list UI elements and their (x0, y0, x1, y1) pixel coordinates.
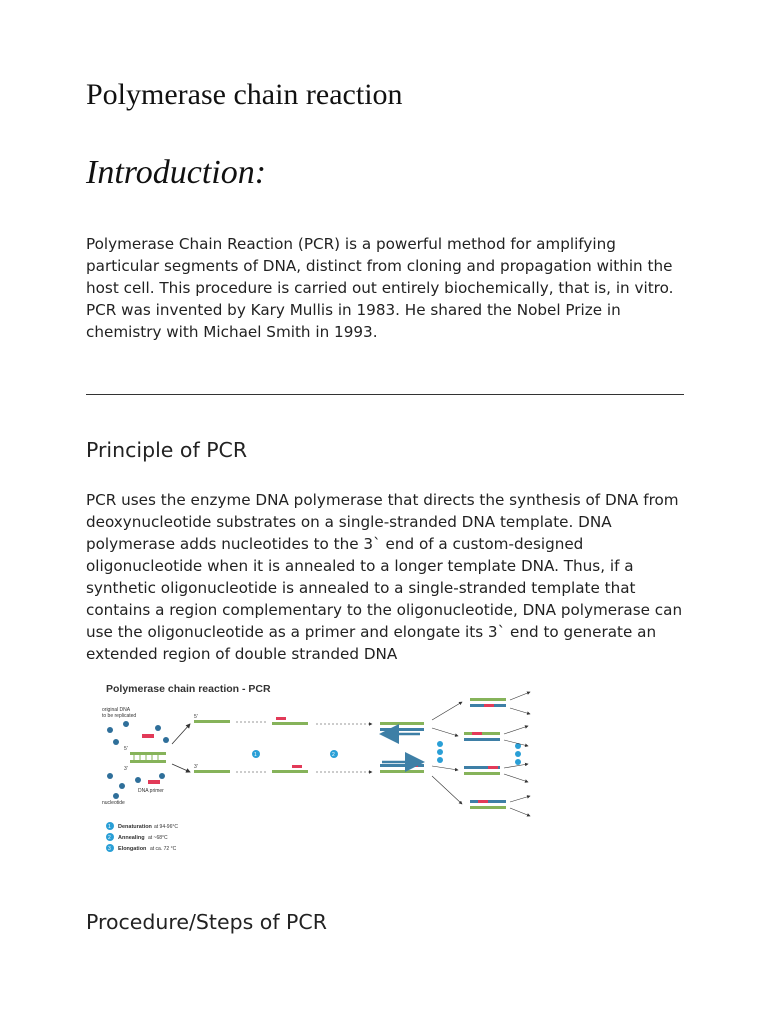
svg-text:1: 1 (254, 752, 257, 758)
svg-text:at ~68°C: at ~68°C (148, 835, 168, 841)
procedure-heading: Procedure/Steps of PCR (86, 910, 327, 934)
label-nucleotide: nucleotide (102, 800, 125, 806)
svg-text:2: 2 (332, 752, 335, 758)
svg-text:Elongation: Elongation (118, 846, 147, 852)
principle-heading: Principle of PCR (86, 438, 248, 462)
original-dsdna (124, 746, 166, 772)
svg-text:3: 3 (108, 846, 111, 852)
page-title: Polymerase chain reaction (86, 78, 403, 111)
cycle-markers (437, 741, 521, 765)
label-dna-primer: DNA primer (138, 788, 164, 794)
svg-text:5': 5' (194, 714, 198, 720)
dna-primer-pieces (142, 734, 160, 784)
label-original-dna: original DNA (102, 707, 131, 713)
label-to-be-replicated: to be replicated (102, 713, 137, 719)
intro-paragraph: Polymerase Chain Reaction (PCR) is a powerful method for amplifying particular segments of DNA, distinct from cloning and propagation within the host cell. This procedure is carried out entirely biochemically, that is, in vitro. PCR was invented by Kary Mullis in 1983. He shared the Nobel Prize in chemistry with Michael Smith in 1993. (86, 235, 674, 341)
diagram-title: Polymerase chain reaction - PCR (106, 683, 271, 695)
svg-text:at ca. 72 °C: at ca. 72 °C (150, 846, 177, 852)
elongated-strands (380, 722, 424, 773)
svg-text:3': 3' (124, 766, 128, 772)
svg-text:Denaturation: Denaturation (118, 824, 152, 830)
denatured-strands (194, 714, 230, 773)
intro-heading: Introduction: (86, 154, 267, 191)
svg-text:5': 5' (124, 746, 128, 752)
section-divider (86, 394, 684, 395)
principle-paragraph: PCR uses the enzyme DNA polymerase that directs the synthesis of DNA from deoxynucleotide substrates on a single-stranded DNA template. DNA polymerase adds nucleotides to the 3` end of a custom-designed oligonucleotide when it is annealed to a longer template DNA. Thus, if a synthetic oligonucleotide is annealed to a single-stranded template that contains a region complementary to the oligonucleotide, DNA polymerase can use the oligonucleotide as a primer and elongate its 3` end to generate an extended region of double stranded DNA (86, 491, 683, 663)
annealed-strands (272, 717, 308, 773)
step-legend (106, 822, 178, 852)
svg-text:1: 1 (108, 824, 111, 830)
svg-text:at 94-96°C: at 94-96°C (154, 824, 178, 830)
svg-text:3': 3' (194, 764, 198, 770)
svg-text:Annealing: Annealing (118, 835, 145, 841)
pcr-diagram (102, 680, 532, 852)
product-strands (464, 698, 506, 809)
svg-text:2: 2 (108, 835, 111, 841)
